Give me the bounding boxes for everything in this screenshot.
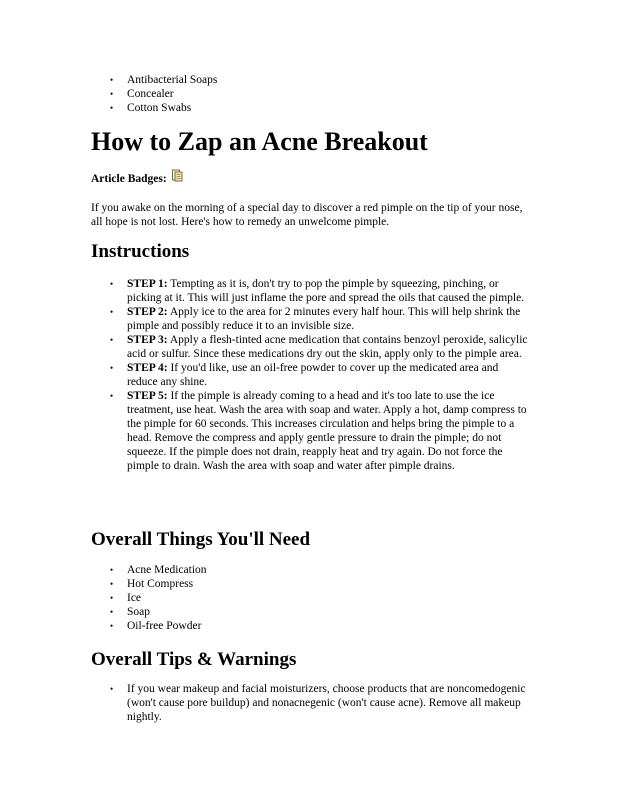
bullet: • [110, 279, 114, 289]
step-item [110, 333, 531, 361]
list-item-text: If you wear makeup and facial moisturizers, choose products that are noncomedogenic (won't cause pore buildup) and nonacnegenic (won't cause acne). Remove all makeup nightly. [127, 683, 526, 723]
list-item [110, 563, 527, 577]
step-item [110, 389, 531, 473]
list-item [110, 605, 527, 619]
list-item [110, 101, 547, 115]
bullet: • [110, 363, 114, 373]
bullet: • [110, 607, 114, 617]
list-item [110, 682, 531, 724]
supplies-list [110, 73, 547, 115]
bullet: • [110, 89, 114, 99]
tips-warnings-heading: Overall Tips & Warnings [91, 649, 297, 670]
list-item-text: Soap [127, 606, 150, 618]
list-item [110, 87, 547, 101]
step-item [110, 305, 531, 333]
list-item [110, 619, 527, 633]
tips-warnings-list [110, 682, 531, 724]
bullet: • [110, 75, 114, 85]
list-item-text: Acne Medication [127, 564, 207, 576]
list-item-text: Concealer [127, 88, 174, 100]
step-label: STEP 2: [127, 306, 168, 318]
list-item [110, 591, 527, 605]
list-item-text: Antibacterial Soaps [127, 74, 218, 86]
step-text: Apply a flesh-tinted acne medication that contains benzoyl peroxide, salicylic acid or sulfur. Since these medications dry out the skin, apply only to the pimple area. [127, 334, 528, 360]
bullet: • [110, 684, 114, 694]
step-label: STEP 1: [127, 278, 168, 290]
list-item-text: Ice [127, 592, 142, 604]
instructions-steps [110, 277, 531, 473]
instructions-heading: Instructions [91, 241, 190, 262]
bullet: • [110, 565, 114, 575]
list-item-text: Hot Compress [127, 578, 194, 590]
list-item-text: Oil-free Powder [127, 620, 202, 632]
things-needed-list [110, 563, 527, 633]
step-item [110, 277, 531, 305]
things-needed-heading: Overall Things You'll Need [91, 529, 311, 550]
step-text: If the pimple is already coming to a head and it's too late to use the ice treatment, use heat. Wash the area with soap and water. Apply a hot, damp compress to the pimple for 60 seconds. This increases circulation and helps bring the pimple to a head. Remove the compress and apply gentle pressure to drain the pimple; do not squeeze. If the pimple does not drain, reapply heat and try again. Do not force the pimple to drain. Wash the area with soap and water after pimple drains. [127, 390, 527, 472]
list-item [110, 577, 527, 591]
bullet: • [110, 593, 114, 603]
step-item [110, 361, 531, 389]
bullet: • [110, 307, 114, 317]
bullet: • [110, 391, 114, 401]
article-title: How to Zap an Acne Breakout [91, 127, 428, 156]
step-label: STEP 3: [127, 334, 168, 346]
step-text: Apply ice to the area for 2 minutes every half hour. This will help shrink the pimple and possibly reduce it to an invisible size. [127, 306, 521, 332]
article-intro: If you awake on the morning of a special day to discover a red pimple on the tip of your nose, all hope is not lost. Here's how to remedy an unwelcome pimple. [91, 202, 523, 228]
step-label: STEP 5: [127, 390, 168, 402]
step-text: If you'd like, use an oil-free powder to cover up the medicated area and reduce any shine. [127, 362, 499, 388]
step-text: Tempting as it is, don't try to pop the pimple by squeezing, pinching, or picking at it. This will just inflame the pore and spread the oils that caused the pimple. [127, 278, 525, 304]
article-badges-label: Article Badges: [91, 173, 167, 185]
list-item [110, 73, 547, 87]
document-badge-icon[interactable] [171, 169, 183, 182]
article-badges [91, 172, 183, 186]
bullet: • [110, 621, 114, 631]
bullet: • [110, 103, 114, 113]
bullet: • [110, 335, 114, 345]
step-label: STEP 4: [127, 362, 168, 374]
list-item-text: Cotton Swabs [127, 102, 192, 114]
bullet: • [110, 579, 114, 589]
